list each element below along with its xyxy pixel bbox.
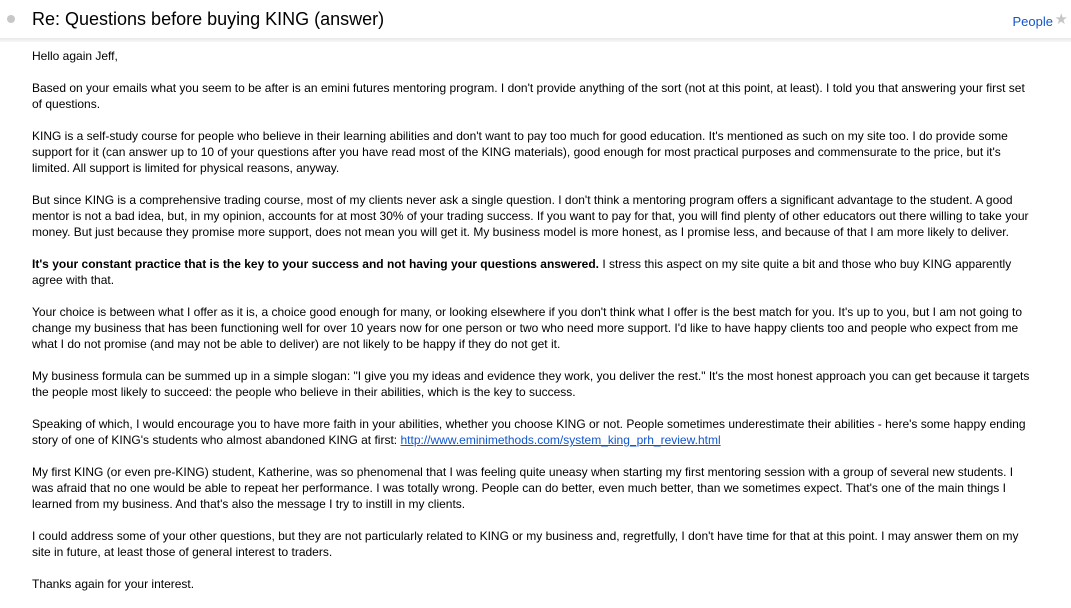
review-link[interactable]: http://www.eminimethods.com/system_king_prh_review.html	[400, 433, 721, 447]
paragraph-3: But since KING is a comprehensive trading course, most of my clients never ask a single question. I don't think a mentoring program offers a significant advantage to the student. A good mentor is not a bad idea, but, in my opinion, accounts for at most 30% of your trading success. If you want to pay for that, you will find plenty of other educators out there willing to take your money. But just because they promise more support, does not mean you will get it. My business model is more honest, as I promise less, and because of that I am more likely to deliver.	[32, 193, 1029, 239]
people-link[interactable]: People	[1012, 14, 1053, 29]
paragraph-9: I could address some of your other questions, but they are not particularly related to KING or my business and, regretfully, I don't have time for that at this point. I may answer them on my site in future, at least those of general interest to traders.	[32, 529, 1019, 559]
sign-off: Thanks again for your interest.	[32, 577, 195, 591]
message-subject: Re: Questions before buying KING (answer)	[32, 9, 385, 29]
unread-dot-icon	[7, 15, 15, 23]
paragraph-6: My business formula can be summed up in a simple slogan: "I give you my ideas and evidence they work, you deliver the rest." It's the most honest approach you can get because it targets the people most likely to succeed: the people who believe in their abilities, which is the key to success.	[32, 369, 1030, 399]
paragraph-1: Based on your emails what you seem to be after is an emini futures mentoring program. I don't provide anything of the sort (not at this point, at least). I told you that answering your first set of questions.	[32, 81, 1025, 111]
paragraph-5: Your choice is between what I offer as it is, a choice good enough for many, or looking elsewhere if you don't think what I offer is the best match for you. It's up to you, but I am not going to change my business that has been functioning well for over 10 years now for one person or two who need more support. I'd like to have happy clients too and people who expect from me what I do not promise (and may not be able to deliver) are not likely to be happy if they do not get it.	[32, 305, 1023, 351]
star-icon[interactable]: ★	[1054, 11, 1068, 28]
paragraph-4-rest: I stress this aspect on my site quite a bit and those who buy KING apparently agree with that.	[32, 257, 1012, 287]
paragraph-7-text: Speaking of which, I would encourage you to have more faith in your abilities, whether you choose KING or not. People sometimes underestimate their abilities - here's some happy ending story of one of KING's students who almost abandoned KING at first:	[32, 417, 1026, 447]
paragraph-4	[32, 256, 1032, 288]
message-body	[32, 48, 1032, 608]
paragraph-8: My first KING (or even pre-KING) student, Katherine, was so phenomenal that I was feeling quite uneasy when starting my first mentoring session with a group of several new students. I was afraid that no one would be able to repeat her performance. I was totally wrong. People can do better, even much better, than we sometimes expect. That's one of the main things I learned from my business. And that's also the message I try to instill in my clients.	[32, 465, 1014, 511]
paragraph-2: KING is a self-study course for people who believe in their learning abilities and don't want to pay too much for good education. It's mentioned as such on my site too. I do provide some support for it (can answer up to 10 of your questions after you have read most of the KING materials), good enough for most practical purposes and commensurate to the price, but it's limited. All support is limited for physical reasons, anyway.	[32, 129, 1008, 175]
paragraph-7	[32, 416, 1032, 448]
greeting: Hello again Jeff,	[32, 49, 118, 63]
message-header	[0, 0, 1071, 39]
emphasis-text: It's your constant practice that is the key to your success and not having your questions answered.	[32, 257, 599, 271]
header-divider	[0, 38, 1071, 42]
